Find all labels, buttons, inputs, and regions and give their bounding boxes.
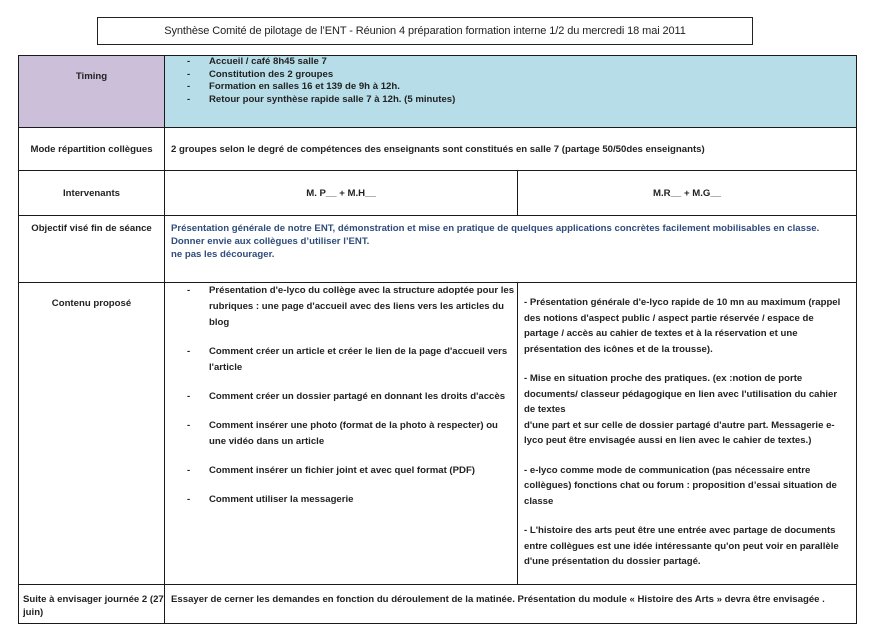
contenu-left-item: - Comment insérer une photo (format de la photo à respecter) ou une vidéo dans un article <box>187 420 498 447</box>
contenu-left-item: - Comment créer un dossier partagé en donnant les droits d'accès <box>165 389 517 405</box>
contenu-left-cell <box>165 283 518 585</box>
objectif-line: Donner envie aux collègues d’utiliser l’ENT. <box>171 236 370 247</box>
document-title-text: Synthèse Comité de pilotage de l’ENT - Réunion 4 préparation formation interne 1/2 du mercredi 18 mai 2011 <box>164 25 686 37</box>
contenu-left-item: - Comment créer un article et créer le lien de la page d'accueil vers l'article <box>187 346 508 373</box>
row-suite <box>19 584 857 623</box>
timing-body-cell <box>165 56 857 128</box>
mode-text-cell <box>165 128 857 171</box>
contenu-right-paragraph: - L'histoire des arts peut être une entrée avec partage de documents entre collègues est une idée intéressante qu'on peut voir en parallèle d'une présentation du dossier partagé. <box>524 525 839 567</box>
objectif-label-cell <box>19 216 165 283</box>
dash-bullet-icon: - <box>187 465 191 476</box>
dash-bullet-icon: - <box>187 93 191 105</box>
contenu-right-paragraph: - Mise en situation proche des pratiques. (ex :notion de porte documents/ classeur pédagogique en lien avec l'utilisation du cahier de textes d'une part et sur celle de dossier partagé d'autre part. Messagerie e-lyco peut être envisagée aussi en lien avec le cahier de textes.) <box>524 373 838 446</box>
timing-label: Timing <box>75 71 108 82</box>
contenu-right-cell <box>518 283 857 585</box>
row-intervenants <box>19 171 857 216</box>
intervenants-group-1: M. P__ + M.H__ <box>165 171 518 216</box>
suite-text-cell <box>165 584 857 623</box>
objectif-text-cell <box>165 216 857 283</box>
objectif-line: Présentation générale de notre ENT, démonstration et mise en pratique de quelques applications concrètes facilement mobilisables en classe. <box>171 223 820 234</box>
row-timing <box>19 56 857 128</box>
objectif-label: Objectif visé fin de séance <box>31 223 152 234</box>
dash-bullet-icon: - <box>187 346 191 357</box>
contenu-right-paragraph: - e-lyco comme mode de communication (pas nécessaire entre collègues) fonctions chat ou forum : proposition d’essai situation de classe <box>524 464 837 507</box>
contenu-label: Contenu proposé <box>51 298 132 309</box>
contenu-right-text <box>518 283 856 570</box>
timing-item: - Retour pour synthèse rapide salle 7 à 12h. (5 minutes) <box>187 93 456 105</box>
suite-text: Essayer de cerner les demandes en fonction du déroulement de la matinée. Présentation du module « Histoire des Arts » devra être envisagée . <box>171 593 825 605</box>
row-objectif <box>19 216 857 283</box>
contenu-left-item: - Comment insérer un fichier joint et avec quel format (PDF) <box>165 463 517 479</box>
objectif-text <box>165 216 856 261</box>
dash-bullet-icon: - <box>187 494 191 505</box>
objectif-line: ne pas les décourager. <box>171 249 275 260</box>
timing-item: - Formation en salles 16 et 139 de 9h à 12h. <box>187 81 400 92</box>
row-mode-repartition <box>19 128 857 171</box>
timing-label-cell <box>19 56 165 128</box>
dash-bullet-icon: - <box>187 391 191 402</box>
mode-text: 2 groupes selon le degré de compétences des enseignants sont constitués en salle 7 (partage 50/50des enseignants) <box>171 143 705 155</box>
timing-item: - Constitution des 2 groupes <box>187 68 334 80</box>
timing-list <box>165 56 856 106</box>
contenu-left-item: - Présentation d'e-lyco du collège avec la structure adoptée pour les rubriques : une page d'accueil avec des liens vers les articles du blog <box>187 285 515 328</box>
row-contenu <box>19 283 857 585</box>
timing-item: - Accueil / café 8h45 salle 7 <box>187 56 327 67</box>
contenu-label-cell <box>19 283 165 585</box>
suite-label: Suite à envisager journée 2 (27 juin) <box>23 593 164 618</box>
dash-bullet-icon: - <box>187 68 191 80</box>
dash-bullet-icon: - <box>187 56 191 67</box>
meeting-table <box>18 55 857 624</box>
contenu-left-item: - Comment utiliser la messagerie <box>165 492 517 508</box>
dash-bullet-icon: - <box>187 420 191 431</box>
dash-bullet-icon: - <box>187 81 191 92</box>
intervenants-group-2: M.R__ + M.G__ <box>518 171 857 216</box>
contenu-left-list <box>165 283 517 508</box>
intervenants-label: Intervenants <box>19 171 165 216</box>
mode-label: Mode répartition collègues <box>19 128 165 171</box>
document-title <box>97 17 753 45</box>
dash-bullet-icon: - <box>187 285 191 296</box>
contenu-right-paragraph: - Présentation générale d'e-lyco rapide de 10 mn au maximum (rappel des notions d'aspect public / aspect partie réservée / espace de partage / accès au cahier de textes et à la réservation et une présentation des icônes et de la trousse). <box>524 297 841 355</box>
suite-label-cell <box>19 584 165 623</box>
